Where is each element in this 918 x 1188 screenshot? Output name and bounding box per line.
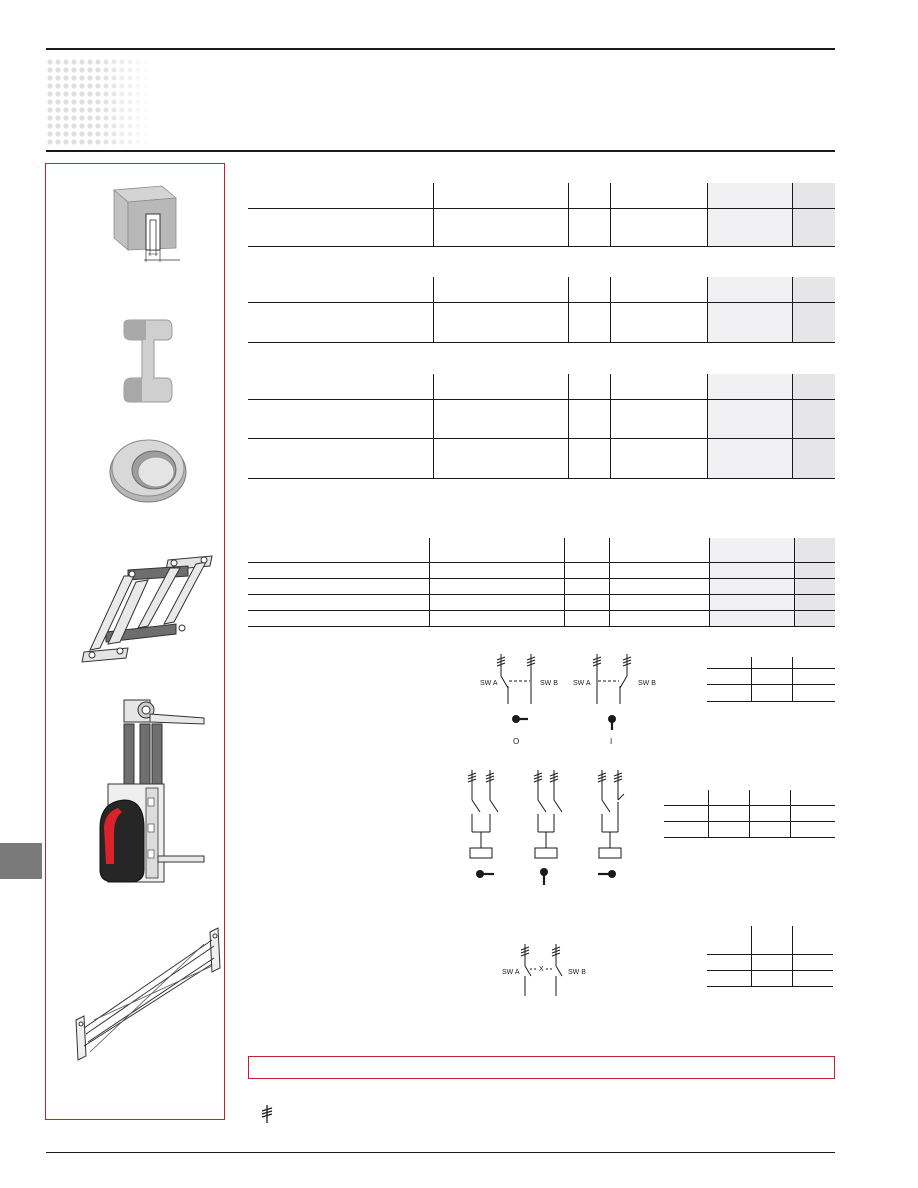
position-off-label: O [513,737,520,746]
sw-b-label: SW B [540,680,558,687]
note-box [248,1056,835,1079]
table-row [248,208,835,247]
col-divider [433,277,434,342]
col-divider [429,538,430,626]
col-divider [707,183,708,246]
footer-rule [46,1152,835,1153]
table-row [248,562,835,579]
collar-ring-icon [106,434,190,504]
col-divider [707,374,708,478]
table-row [248,438,835,479]
sw-b-label: SW B [568,969,586,976]
col-divider [609,538,610,626]
switch-diagram-top [468,648,668,748]
table-4 [248,538,835,627]
col-divider [707,277,708,342]
table-row [248,610,835,627]
col-divider [792,277,793,342]
sw-a-label: SW A [502,969,520,976]
table-row [248,578,835,595]
sw-a-label: SW A [573,680,591,687]
col-divider [564,538,565,626]
table-2 [248,277,835,343]
col-divider [568,183,569,246]
col-divider [433,374,434,478]
support-bracket-icon [70,924,222,1064]
col-divider [568,374,569,478]
col-divider [792,374,793,478]
col-divider [610,374,611,478]
top-rule [46,48,835,50]
interlock-mark: X [539,966,544,973]
sw-a-label: SW A [480,680,498,687]
mini-table-a [707,657,835,703]
table-1 [248,183,835,247]
header-bottom-rule [46,150,835,152]
section-tab [0,843,42,879]
insulated-shaft-icon [104,180,184,268]
col-divider [610,183,611,246]
product-image-panel [45,163,225,1120]
switch-diagram-bottom [496,938,606,1000]
coupling-icon [116,318,176,404]
col-divider [610,277,611,342]
mini-table-c [707,926,833,988]
col-divider [568,277,569,342]
col-divider [794,538,795,626]
switch-diagram-middle [452,762,642,890]
col-divider [792,183,793,246]
position-on-label: I [610,737,613,746]
col-divider [709,538,710,626]
table-header-row [248,183,835,209]
mini-table-b [664,790,835,840]
col-divider [433,183,434,246]
handle-mechanism-icon [94,694,210,890]
table-row [248,399,835,439]
header-dot-pattern [46,58,151,146]
table-header-row [248,538,835,563]
table-row [248,302,835,343]
table-header-row [248,374,835,400]
table-header-row [248,277,835,303]
three-pole-symbol-icon [258,1104,276,1124]
table-3 [248,374,835,479]
mounting-frame-icon [76,552,216,670]
sw-b-label: SW B [638,680,656,687]
table-row [248,594,835,611]
